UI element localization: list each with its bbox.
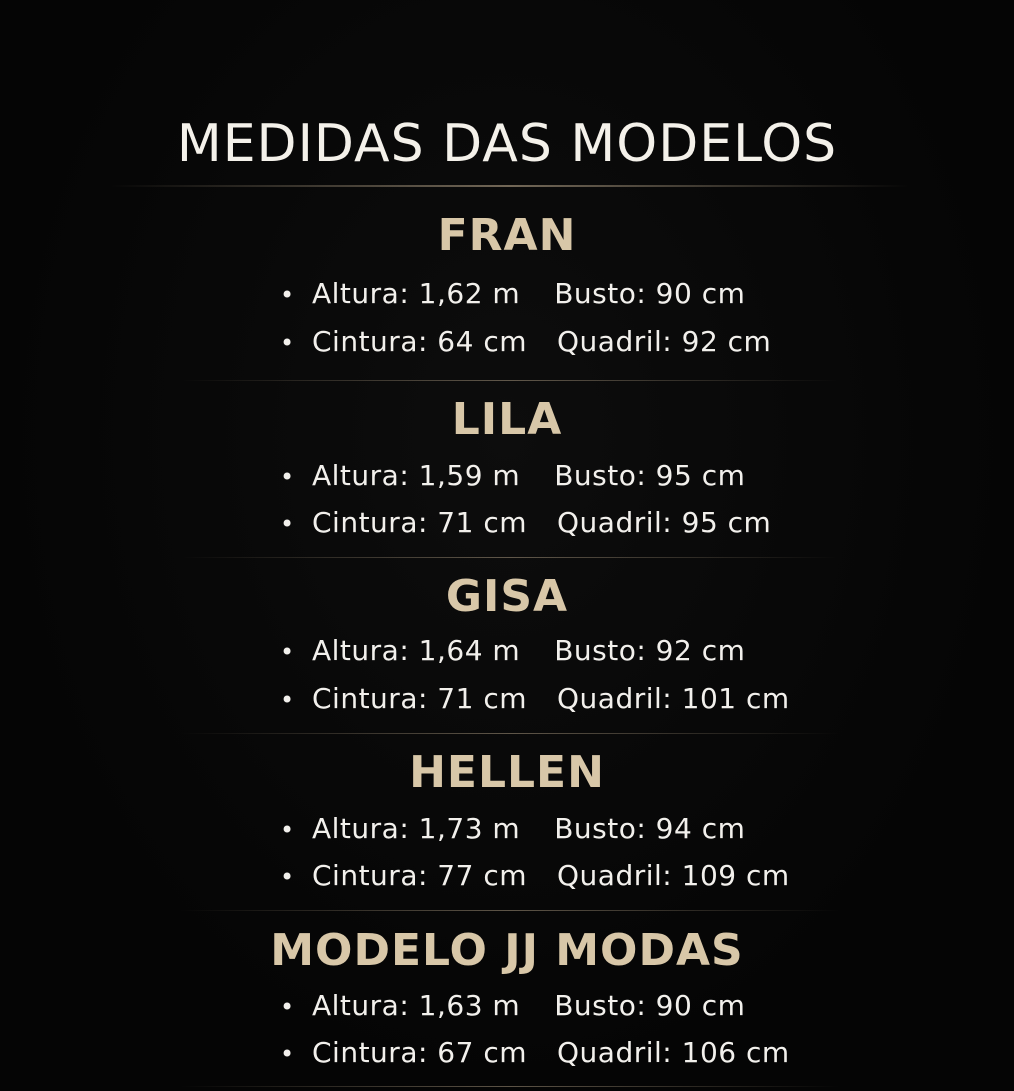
measure-row — [280, 276, 745, 312]
model-name: MODELO JJ MODAS — [270, 925, 744, 976]
cintura-value: Cintura: 77 cm — [312, 859, 528, 892]
section-divider — [180, 1086, 840, 1087]
busto-value: Busto: 92 cm — [554, 634, 746, 667]
altura-value: Altura: 1,64 m — [312, 634, 521, 667]
altura-value: Altura: 1,59 m — [312, 459, 521, 492]
model-name: LILA — [451, 394, 563, 445]
section-divider — [180, 910, 840, 911]
page-title: MEDIDAS DAS MODELOS — [176, 114, 838, 174]
bullet-icon: • — [280, 281, 295, 309]
section-divider — [180, 733, 840, 734]
measure-row — [280, 1035, 790, 1071]
measure-row — [280, 681, 790, 717]
altura-value: Altura: 1,63 m — [312, 989, 521, 1022]
busto-value: Busto: 95 cm — [554, 459, 746, 492]
cintura-value: Cintura: 64 cm — [312, 325, 528, 358]
bullet-icon: • — [280, 863, 295, 891]
measure-row — [280, 505, 771, 541]
quadril-value: Quadril: 109 cm — [557, 859, 790, 892]
quadril-value: Quadril: 95 cm — [557, 506, 772, 539]
busto-value: Busto: 90 cm — [554, 989, 746, 1022]
section-divider — [180, 557, 840, 558]
bullet-icon: • — [280, 510, 295, 538]
measure-row — [280, 988, 745, 1024]
bullet-icon: • — [280, 686, 295, 714]
cintura-value: Cintura: 71 cm — [312, 682, 528, 715]
bullet-icon: • — [280, 638, 295, 666]
cintura-value: Cintura: 67 cm — [312, 1036, 528, 1069]
bullet-icon: • — [280, 329, 295, 357]
bullet-icon: • — [280, 993, 295, 1021]
title-divider — [110, 185, 910, 187]
model-name: HELLEN — [409, 747, 605, 798]
model-name: FRAN — [437, 210, 577, 261]
quadril-value: Quadril: 106 cm — [557, 1036, 790, 1069]
quadril-value: Quadril: 101 cm — [557, 682, 790, 715]
bullet-icon: • — [280, 1040, 295, 1068]
bullet-icon: • — [280, 816, 295, 844]
measure-row — [280, 458, 745, 494]
altura-value: Altura: 1,62 m — [312, 277, 521, 310]
busto-value: Busto: 94 cm — [554, 812, 746, 845]
measure-row — [280, 633, 745, 669]
measure-row — [280, 858, 790, 894]
cintura-value: Cintura: 71 cm — [312, 506, 528, 539]
model-name: GISA — [445, 571, 569, 622]
section-divider — [180, 380, 840, 381]
bullet-icon: • — [280, 463, 295, 491]
measure-row — [280, 811, 745, 847]
busto-value: Busto: 90 cm — [554, 277, 746, 310]
altura-value: Altura: 1,73 m — [312, 812, 521, 845]
measure-row — [280, 324, 771, 360]
quadril-value: Quadril: 92 cm — [557, 325, 772, 358]
